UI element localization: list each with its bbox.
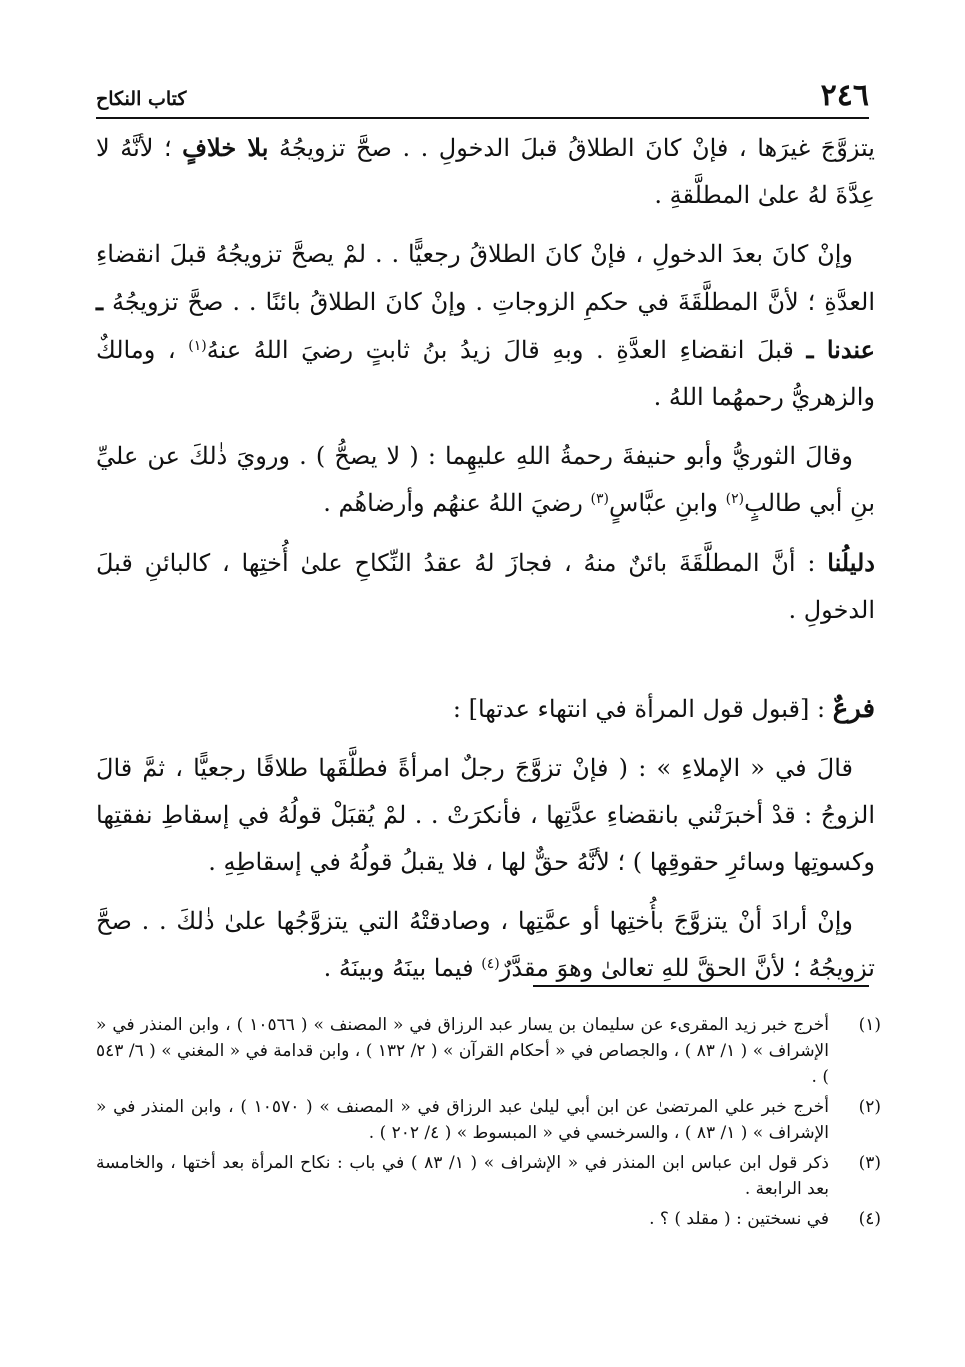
- footnote-text: أخرج خبر علي المرتضىٰ عن ابن أبي ليلىٰ عبد الرزاق في « المصنف » ( ١٠٥٧٠ ) ، وابن المنذر في « الإشراف » ( ١/ ٨٣ ) ، والسرخسي في « المبسوط » ( ٤/ ٢٠٢ ) .: [96, 1097, 829, 1143]
- evidence-label: دليلُنا: [827, 548, 875, 577]
- footnote-separator: [533, 985, 869, 987]
- section-title: : [قبول قول المرأة في انتهاء عدتها] :: [452, 695, 826, 723]
- footnote-text: أخرج خبر زيد المقرىء عن سليمان بن يسار عبد الرزاق في « المصنف » ( ١٠٥٦٦ ) ، وابن المنذر في « الإشراف » ( ١/ ٨٣ ) ، والجصاص في « أحكام القرآن » ( ٢/ ١٣٢ ) ، وابن قدامة في « المغني » ( ٦/ ٥٤٣ ) .: [96, 1015, 830, 1087]
- page-header: [96, 74, 869, 114]
- paragraph-1: يتزوَّجَ غيرَها ، فإنْ كانَ الطلاقُ قبلَ الدخولِ . . صحَّ تزويجُهُ بلا خلافٍ ؛ لأنَّهُ لا عِدَّةَ لهُ علىٰ المطلَّقةِ .: [96, 133, 875, 209]
- footnote-number: (٣): [858, 1153, 881, 1173]
- footnote-item: [96, 1094, 881, 1146]
- paragraph-2: وإنْ كانَ بعدَ الدخولِ ، فإنْ كانَ الطلاقُ رجعيًّا . . لمْ يصحَّ تزويجُهُ قبلَ انقضاءِ العدَّةِ ؛ لأنَّ المطلَّقَةَ في حكمِ الزوجاتِ . وإنْ كانَ الطلاقُ بائنًا . . صحَّ تزويجُهُ ـ عندنا ـ قبلَ انقضاءِ العدَّةِ . وبهِ قالَ زيدُ بنُ ثابتٍ رضيَ اللهُ عنهُ$^{(١)}$ ، ومالكٌ والزهريُّ رحمهُما اللهُ .: [96, 240, 875, 411]
- paragraph-3: وقالَ الثوريُّ وأبو حنيفةَ رحمةُ اللهِ عليهِما : ( لا يصحُّ ) . ورويَ ذٰلكَ عن عليِّ بنِ أبي طالبٍ$^{(٢)}$ وابنِ عبَّاسٍ$^{(٣)}$ رضيَ اللهُ عنهُم وأرضاهُم .: [96, 442, 875, 517]
- footnote-text: في نسختين : ( مقلد ) ؟ .: [649, 1209, 829, 1229]
- main-text: [96, 124, 875, 1004]
- footnote-number: (١): [858, 1015, 881, 1035]
- footnote-ref-2[interactable]: (٢): [725, 491, 745, 507]
- footnote-item: [96, 1012, 881, 1090]
- paragraph-6: وإنْ أرادَ أنْ يتزوَّجَ بأُختِها أو عمَّتِها ، وصادقتْهُ التي يتزوَّجُها علىٰ ذٰلكَ . . صحَّ تزويجُهُ ؛ لأنَّ الحقَّ للهِ تعالىٰ وهوَ مقدَّرٌ$^{(٤)}$ فيما بينَهُ وبينَهُ .: [96, 907, 875, 982]
- footnote-item: [96, 1150, 881, 1202]
- paragraph-4: دليلُنا : أنَّ المطلَّقَةَ بائنٌ منهُ ، فجازَ لهُ عقدُ النِّكاحِ علىٰ أُختِها ، كالبائنِ قبلَ الدخولِ .: [96, 548, 875, 624]
- bold-phrase: ـ عندنا ـ: [96, 287, 875, 364]
- bold-phrase: بلا خلافٍ: [182, 133, 269, 162]
- page-number: ٢٤٦: [820, 78, 869, 113]
- section-label: فرعٌ: [832, 694, 875, 724]
- footnote-ref-1[interactable]: (١): [188, 338, 207, 354]
- footnote-ref-3[interactable]: (٣): [590, 491, 610, 507]
- footnote-number: (٤): [858, 1209, 881, 1229]
- header-rule: [96, 117, 869, 119]
- footnote-ref-4[interactable]: (٤): [481, 956, 500, 972]
- footnote-item: [96, 1206, 881, 1232]
- section-heading: [96, 686, 875, 733]
- footnote-text: ذكر قول ابن عباس ابن المنذر في « الإشراف » ( ١/ ٨٣ ) في باب : نكاح المرأة بعد أختها ، والخامسة بعد الرابعة .: [96, 1153, 829, 1199]
- footnotes: [96, 1012, 881, 1236]
- paragraph-5: قالَ في « الإملاءِ » : ( فإنْ تزوَّجَ رجلٌ امرأةً فطلَّقَها طلاقًا رجعيًّا ، ثمَّ قالَ الزوجُ : قدْ أخبرَتْني بانقضاءِ عدَّتِها ، فأنكرَتْ . . لمْ يُقبَلْ قولُهُ في إسقاطِ نفقتِها وكسوتِها وسائرِ حقوقِها ) ؛ لأنَّهُ حقٌّ لها ، فلا يقبلُ قولُهُ في إسقاطِهِ .: [96, 754, 875, 876]
- footnote-number: (٢): [858, 1097, 881, 1117]
- running-title: كتاب النكاح: [96, 88, 187, 110]
